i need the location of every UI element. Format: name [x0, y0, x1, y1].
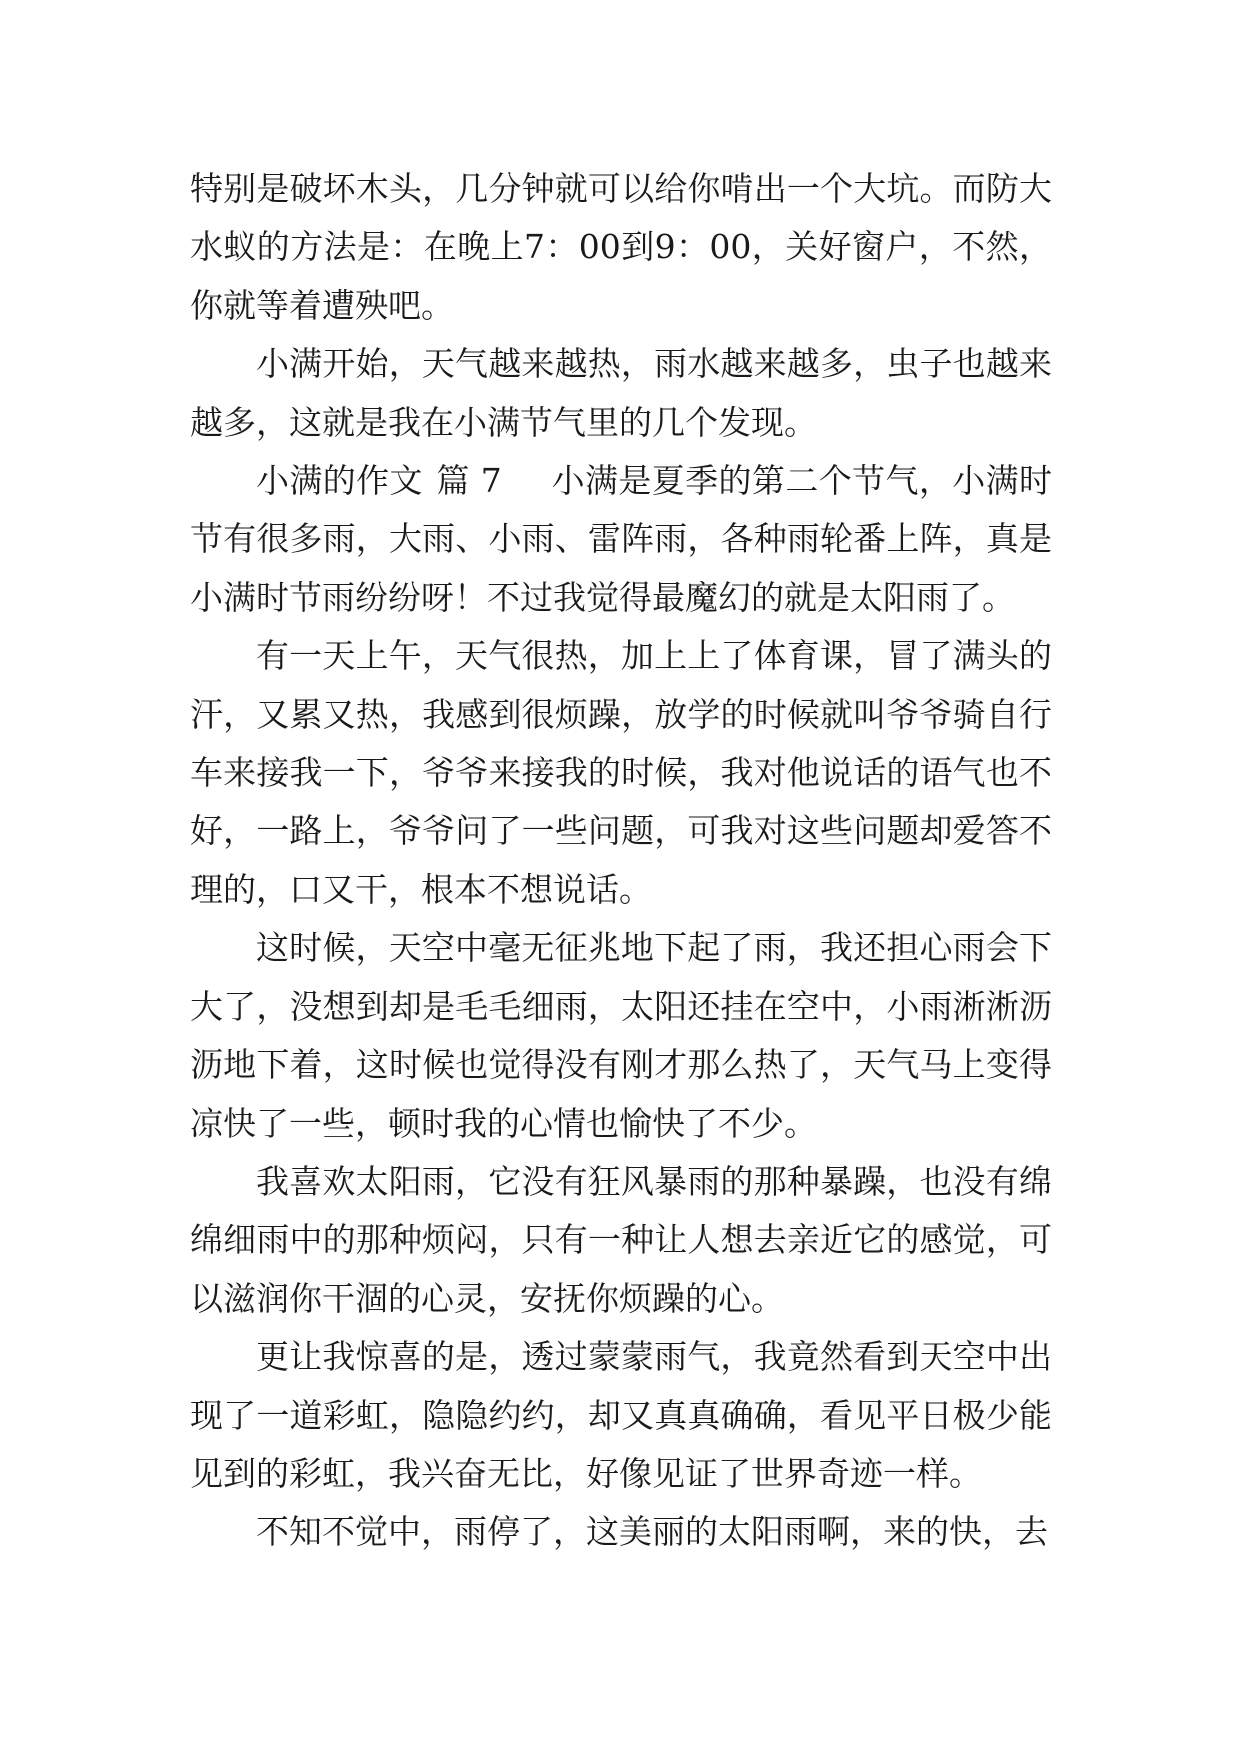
section-title: 小满的作文	[256, 461, 423, 501]
paragraph: 更让我惊喜的是，透过蒙蒙雨气，我竟然看到天空中出现了一道彩虹，隐隐约约，却又真真确确，看见平日极少能见到的彩虹，我兴奋无比，好像见证了世界奇迹一样。	[190, 1337, 1052, 1493]
paragraph: 小满开始，天气越来越热，雨水越来越多，虫子也越来越多，这就是我在小满节气里的几个发现。	[190, 344, 1052, 442]
section-number: 篇 7	[436, 461, 502, 501]
paragraph: 我喜欢太阳雨，它没有狂风暴雨的那种暴躁，也没有绵绵细雨中的那种烦闷，只有一种让人想去亲近它的感觉，可以滋润你干涸的心灵，安抚你烦躁的心。	[190, 1161, 1052, 1318]
paragraph: 这时候，天空中毫无征兆地下起了雨，我还担心雨会下大了，没想到却是毛毛细雨，太阳还挂在空中，小雨淅淅沥沥地下着，这时候也觉得没有刚才那么热了，天气马上变得凉快了一些，顿时我的心情也愉快了不少。	[190, 928, 1052, 1143]
article-body	[190, 160, 1052, 1562]
section-paragraph	[190, 452, 1052, 627]
paragraph: 不知不觉中，雨停了，这美丽的太阳雨啊，来的快，去	[256, 1512, 1048, 1552]
section-paragraph-text: 小满是夏季的第二个节气，小满时节有很多雨，大雨、小雨、雷阵雨，各种雨轮番上阵，真是小满时节雨纷纷呀！不过我觉得最魔幻的就是太阳雨了。	[190, 461, 1052, 617]
paragraph: 特别是破坏木头，几分钟就可以给你啃出一个大坑。而防大水蚁的方法是：在晚上7：00到9：00，关好窗户，不然，你就等着遭殃吧。	[190, 169, 1052, 325]
paragraph: 有一天上午，天气很热，加上上了体育课，冒了满头的汗，又累又热，我感到很烦躁，放学的时候就叫爷爷骑自行车来接我一下，爷爷来接我的时候，我对他说话的语气也不好，一路上，爷爷问了一些问题，可我对这些问题却爱答不理的，口又干，根本不想说话。	[190, 636, 1052, 909]
